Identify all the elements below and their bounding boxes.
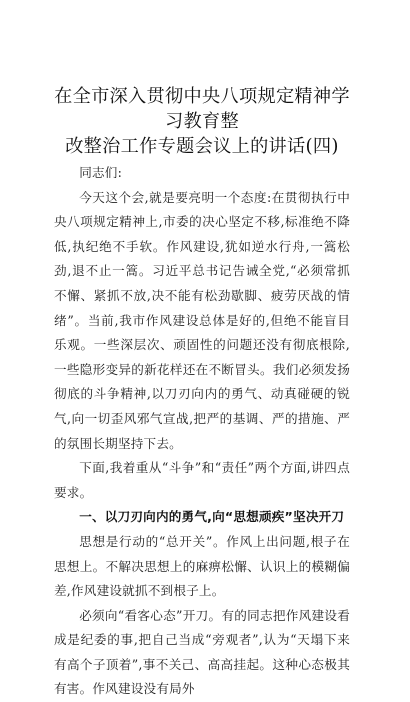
paragraph-spectator: 必须向“看客心态”开刀。有的同志把作风建设看成是纪委的事,把自己当成“旁观者”,认为“天塌下来有高个子顶着”,事不关己、高高挂起。这种心态极其有害。作风建设没有局外 xyxy=(54,607,350,697)
title-line-1: 在全市深入贯彻中央八项规定精神学习教育整 xyxy=(54,86,350,132)
section-heading-1: 一、以刀刃向内的勇气,向“思想顽疾”坚决开刀 xyxy=(79,509,345,525)
salutation: 同志们: xyxy=(79,165,123,180)
paragraph-opening: 今天这个会,就是要亮明一个态度:在贯彻执行中央八项规定精神上,市委的决心坚定不移,标准绝不降低,执纪绝不手软。作风建设,犹如逆水行舟,一篙松劲,退不止一篙。习近平总书记告诫全党,“必须常抓不懈、紧抓不放,决不能有松劲歇脚、疲劳厌战的情绪”。当前,我市作风建设总体是好的,但绝不能盲目乐观。一些深层次、顽固性的问题还没有彻底根除,一些隐形变异的新花样还在不断冒头。我们必须发扬彻底的斗争精神,以刀刃向内的勇气、动真碰硬的锐气,向一切歪风邪气宣战,把严的基调、严的措施、严的氛围长期坚持下去。 xyxy=(54,189,350,451)
document-title xyxy=(54,0,350,159)
title-line-2: 改整治工作专题会议上的讲话(四) xyxy=(65,136,339,157)
paragraph-outline: 下面,我着重从“斗争”和“责任”两个方面,讲四点要求。 xyxy=(54,460,350,500)
document-body xyxy=(54,161,350,702)
paragraph-thought: 思想是行动的“总开关”。作风上出问题,根子在思想上。不解决思想上的麻痹松懈、认识上的模糊偏差,作风建设就抓不到根子上。 xyxy=(54,533,350,599)
